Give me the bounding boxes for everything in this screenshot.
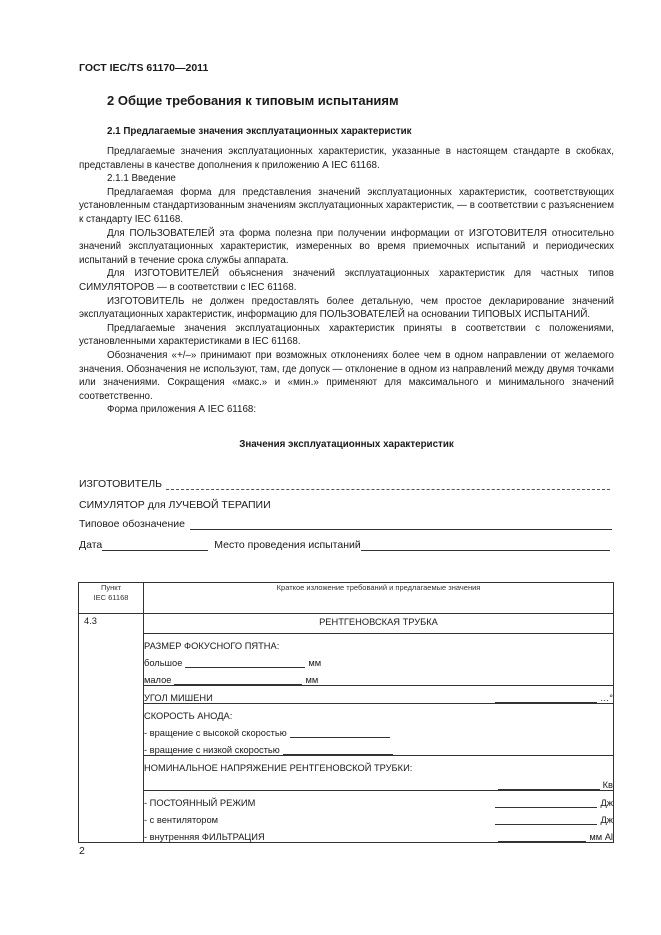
filtration-line (498, 832, 586, 842)
mode-fan-row (144, 808, 613, 825)
type-field (79, 518, 612, 530)
table-header (79, 583, 614, 614)
date-place-field (79, 539, 610, 551)
table-row (79, 791, 614, 843)
paragraph: 2.1.1 Введение (107, 173, 176, 185)
mode-fan-label: - с вентилятором (144, 815, 219, 825)
table-row (79, 756, 614, 791)
paragraph: Предлагаемые значения эксплуатационных характеристик, указанные в настоящем стандарте в скобках, представлены в качестве дополнения к приложению А IEC 61168. (79, 146, 614, 171)
voltage-cell (144, 756, 614, 791)
paragraph: Предлагаемая форма для представления значений эксплуатационных характеристик, соответствующих установленным стандартизованным значениям эксплуатационных характеристик, — в соответствии с разъяснением к стандарту IEC 61168. (79, 186, 614, 225)
table-row (79, 704, 614, 756)
target-angle-row (144, 686, 613, 703)
filtration-label: - внутренняя ФИЛЬТРАЦИЯ (144, 832, 265, 842)
anode-speed-cell (144, 704, 614, 756)
focal-large-label: большое (144, 658, 183, 668)
focal-small-label: малое (144, 675, 172, 685)
target-angle-cell (144, 686, 614, 704)
anode-high-line (290, 728, 390, 738)
manufacturer-field (79, 478, 610, 490)
anode-title: СКОРОСТЬ АНОДА: (144, 711, 233, 721)
unit-j: Дж (600, 815, 613, 825)
table-row (79, 614, 614, 634)
mode-const-line (495, 798, 597, 808)
paragraph: Форма приложения А IEC 61168: (107, 404, 257, 416)
body-text (79, 145, 614, 417)
focal-small-row (144, 668, 613, 685)
paragraph: Для ПОЛЬЗОВАТЕЛЕЙ эта форма полезна при получении информации от ИЗГОТОВИТЕЛЯ относительно значений эксплуатационных характеристик, измеренных во время приемочных испытаний и периодических испытаний в течение срока службы аппарата. (79, 227, 614, 266)
type-line (190, 519, 612, 530)
form-title: Значения эксплуатационных характеристик (239, 439, 454, 450)
manufacturer-line (166, 479, 610, 490)
section-heading: РЕНТГЕНОВСКАЯ ТРУБКА (144, 614, 614, 634)
paragraph: Предлагаемые значения эксплуатационных характеристик приняты в соответствии с положениями, установленными характеристиками в IEC 61168. (79, 322, 614, 348)
section-title: 2 Общие требования к типовым испытаниям (107, 93, 399, 108)
place-label: Место проведения испытаний (214, 539, 361, 551)
anode-high-label: - вращение с высокой скоростью (144, 728, 287, 738)
voltage-title: НОМИНАЛЬНОЕ НАПРЯЖЕНИЕ РЕНТГЕНОВСКОЙ ТРУБКИ: (144, 763, 413, 773)
paragraph: Для ИЗГОТОВИТЕЛЕЙ объяснения значений эксплуатационных характеристик для частных типов СИМУЛЯТОРОВ — в соответствии с IEC 61168. (79, 268, 614, 293)
clause-number: 4.3 (79, 614, 144, 843)
place-line (361, 540, 610, 551)
paragraph: ИЗГОТОВИТЕЛЬ не должен предоставлять более детальную, чем простое декларирование значений эксплуатационных характеристик, информацию для ПОЛЬЗОВАТЕЛЕЙ на основании ТИПОВЫХ ИСПЫТАНИЙ. (79, 295, 614, 321)
date-line (102, 540, 208, 551)
header-summary: Краткое изложение требований и предлагаемые значения (144, 583, 614, 614)
paragraph: Обозначения «+/–» принимают при возможных отклонениях более чем в одном направлении от желаемого значения. Обозначения не используют, там, где допуск — отклонение в одном из направлений между двумя точками или значениями. Сокращения «макс.» и «мин.» применяют для максимального и минимального значений соответственно. (79, 349, 614, 402)
unit-mm: мм (305, 675, 319, 685)
focal-large-row (144, 651, 613, 668)
document-header: ГОСТ IEC/TS 61170—2011 (79, 62, 209, 74)
anode-high-row (144, 721, 613, 738)
target-angle-line (495, 693, 597, 703)
target-angle-label: УГОЛ МИШЕНИ (144, 693, 213, 703)
unit-mm-al: мм Al (589, 832, 613, 842)
filtration-row (144, 825, 613, 842)
simulator-field (79, 499, 271, 511)
focal-large-line (185, 658, 305, 668)
anode-low-label: - вращение с низкой скоростью (144, 745, 280, 755)
target-angle-unit: …° (599, 693, 613, 703)
voltage-line (498, 780, 600, 790)
date-label: Дата (79, 539, 103, 551)
table-row (79, 686, 614, 704)
unit-j: Дж (600, 798, 613, 808)
voltage-unit: Кв (602, 780, 613, 790)
mode-cell (144, 791, 614, 843)
unit-mm: мм (308, 658, 322, 668)
manufacturer-label: ИЗГОТОВИТЕЛЬ (79, 478, 163, 490)
header-clause-line2: IEC 61168 (93, 593, 129, 602)
simulator-label: СИМУЛЯТОР для ЛУЧЕВОЙ ТЕРАПИИ (79, 499, 271, 511)
anode-low-row (144, 738, 613, 755)
mode-fan-line (495, 815, 597, 825)
mode-const-label: - ПОСТОЯННЫЙ РЕЖИМ (144, 798, 256, 808)
focal-title: РАЗМЕР ФОКУСНОГО ПЯТНА: (144, 641, 280, 651)
subsection-title: 2.1 Предлагаемые значения эксплуатационных характеристик (107, 126, 412, 137)
characteristics-table (78, 582, 614, 843)
header-clause (79, 583, 144, 614)
focal-spot-cell (144, 634, 614, 686)
header-clause-line1: Пункт (100, 583, 122, 592)
anode-low-line (283, 745, 393, 755)
table-row (79, 634, 614, 686)
mode-const-row (144, 791, 613, 808)
voltage-row (144, 773, 613, 790)
type-label: Типовое обозначение (79, 518, 186, 530)
page-number: 2 (79, 845, 85, 857)
focal-small-line (174, 675, 302, 685)
